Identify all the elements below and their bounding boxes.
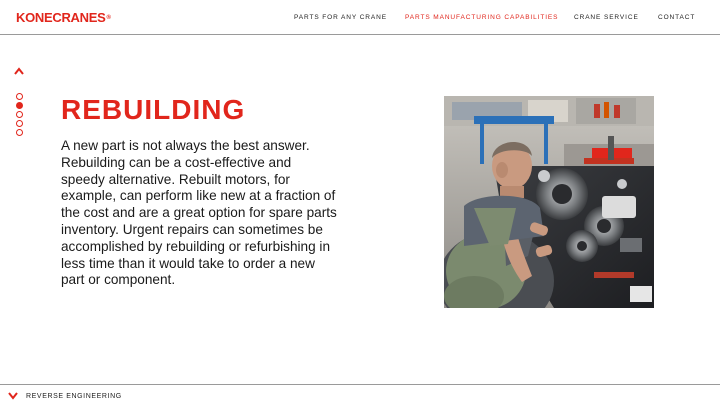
pagination-dot-4[interactable] — [16, 120, 23, 127]
registered-mark: ® — [106, 15, 111, 21]
bottom-bar — [0, 384, 720, 406]
logo-text: KONECRANES — [16, 10, 106, 25]
slide-pagination — [16, 93, 25, 138]
section-title: REBUILDING — [61, 94, 246, 125]
next-section-link[interactable]: REVERSE ENGINEERING — [26, 393, 122, 400]
technician-rebuilding-motor-photo — [444, 96, 654, 308]
konecranes-logo[interactable] — [16, 11, 111, 25]
pagination-dot-1[interactable] — [16, 93, 23, 100]
section-body-text: A new part is not always the best answer. Rebuilding can be a cost-effective and speedy alternative. Rebuilt motors, for example, can perform like new at a fraction of the cost and are a great option for spare parts inventory. Urgent repairs can sometimes be accomplished by rebuilding or refurbishing in less time than it would take to order a new part or component. — [61, 138, 337, 288]
pagination-dot-3[interactable] — [16, 111, 23, 118]
pagination-dot-5[interactable] — [16, 129, 23, 136]
pagination-dot-2[interactable] — [16, 102, 23, 109]
nav-crane-service[interactable]: CRANE SERVICE — [574, 14, 639, 21]
nav-parts-manufacturing-capabilities[interactable]: PARTS MANUFACTURING CAPABILITIES — [405, 14, 559, 21]
chevron-down-icon[interactable] — [7, 391, 19, 400]
chevron-up-icon[interactable] — [13, 66, 25, 76]
nav-parts-for-any-crane[interactable]: PARTS FOR ANY CRANE — [294, 14, 387, 21]
nav-contact[interactable]: CONTACT — [658, 14, 696, 21]
top-navigation-bar — [0, 0, 720, 35]
